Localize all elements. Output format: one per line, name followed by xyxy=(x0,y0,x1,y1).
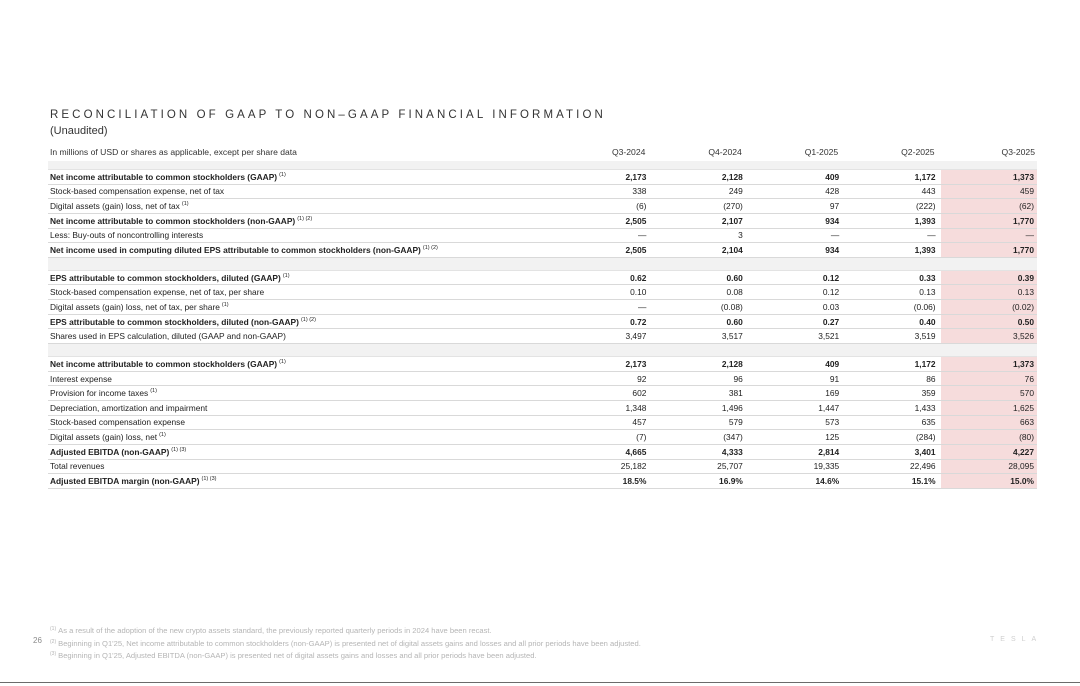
row-label xyxy=(48,386,555,401)
cell-q4-2024: 2,107 xyxy=(651,213,747,228)
cell-q3-2024: 18.5% xyxy=(555,474,651,489)
cell-q1-2025: 14.6% xyxy=(748,474,844,489)
row-label xyxy=(48,415,555,430)
spacer-cell xyxy=(651,161,747,170)
cell-q2-2025: 359 xyxy=(844,386,940,401)
row-label xyxy=(48,270,555,285)
section-spacer xyxy=(48,257,1037,270)
row-label-text: Net income attributable to common stockholders (GAAP) xyxy=(50,171,278,182)
footnote xyxy=(50,649,641,662)
table-row xyxy=(48,184,1037,199)
cell-q1-2025: 1,447 xyxy=(748,400,844,415)
cell-q4-2024: 2,128 xyxy=(651,170,747,185)
row-label-text: Interest expense xyxy=(50,373,112,384)
cell-q3-2025: 15.0% xyxy=(941,474,1037,489)
footnote xyxy=(50,637,641,650)
cell-q2-2025: 1,393 xyxy=(844,213,940,228)
cell-q2-2025: 22,496 xyxy=(844,459,940,474)
cell-q3-2025: — xyxy=(941,228,1037,243)
cell-q4-2024: 579 xyxy=(651,415,747,430)
cell-q4-2024: 25,707 xyxy=(651,459,747,474)
footnote-text: Beginning in Q1'25, Net income attributable to common stockholders (non-GAAP) is presented net of digital assets gains and losses and all prior periods have been adjusted. xyxy=(58,638,641,648)
cell-q3-2025: 1,770 xyxy=(941,213,1037,228)
table-row xyxy=(48,444,1037,459)
cell-q2-2025: 86 xyxy=(844,371,940,386)
cell-q4-2024: 249 xyxy=(651,184,747,199)
cell-q3-2024: 2,173 xyxy=(555,357,651,372)
cell-q2-2025: 1,172 xyxy=(844,170,940,185)
column-header-q2-2025: Q2-2025 xyxy=(901,146,935,157)
table-row xyxy=(48,400,1037,415)
row-label-text: Net income used in computing diluted EPS attributable to common stockholders (non-GAAP) xyxy=(50,245,421,256)
cell-q4-2024: 0.08 xyxy=(651,285,747,300)
cell-q2-2025: 0.13 xyxy=(844,285,940,300)
row-label-text: Adjusted EBITDA margin (non-GAAP) xyxy=(50,475,200,486)
cell-q4-2024: 4,333 xyxy=(651,444,747,459)
cell-q4-2024: 3,517 xyxy=(651,329,747,344)
cell-q3-2024: 0.62 xyxy=(555,270,651,285)
row-label xyxy=(48,459,555,474)
row-label-text: Shares used in EPS calculation, diluted (GAAP and non-GAAP) xyxy=(50,331,286,342)
table-row xyxy=(48,357,1037,372)
cell-q4-2024: 2,128 xyxy=(651,357,747,372)
footnote-reference: (1) (3) xyxy=(171,446,187,453)
footnote-reference: (1) xyxy=(279,171,286,178)
cell-q2-2025: 1,433 xyxy=(844,400,940,415)
footnote-reference: (1) (3) xyxy=(201,475,217,482)
spacer-cell xyxy=(941,344,1037,357)
section-spacer xyxy=(48,344,1037,357)
row-label xyxy=(48,199,555,214)
brand-wordmark: TESLA xyxy=(990,636,1043,643)
table-row xyxy=(48,415,1037,430)
column-header-q1-2025: Q1-2025 xyxy=(804,146,839,157)
footnote-reference: (1) (2) xyxy=(422,245,438,252)
row-label-text: Net income attributable to common stockholders (non-GAAP) xyxy=(50,215,296,226)
cell-q1-2025: 19,335 xyxy=(748,459,844,474)
cell-q4-2024: 0.60 xyxy=(651,270,747,285)
footnote-mark: (1) xyxy=(50,626,57,632)
table-row xyxy=(48,371,1037,386)
spacer-cell xyxy=(748,161,844,170)
cell-q3-2024: — xyxy=(555,300,651,315)
row-label-text: Stock-based compensation expense xyxy=(50,417,186,428)
footnote-mark: (2) xyxy=(50,638,57,645)
cell-q3-2024: 0.72 xyxy=(555,314,651,329)
cell-q1-2025: 409 xyxy=(748,357,844,372)
cell-q2-2025: — xyxy=(844,228,940,243)
page-number: 26 xyxy=(33,636,42,645)
spacer-cell xyxy=(48,257,555,270)
row-label xyxy=(48,430,555,445)
cell-q2-2025: (284) xyxy=(844,430,940,445)
row-label xyxy=(48,285,555,300)
row-label xyxy=(48,400,555,415)
footnote-reference: (1) xyxy=(279,358,286,365)
spacer-cell xyxy=(748,344,844,357)
row-label-text: Digital assets (gain) loss, net of tax, per share xyxy=(50,301,220,312)
cell-q3-2025: (0.02) xyxy=(941,300,1037,315)
cell-q3-2024: 25,182 xyxy=(555,459,651,474)
cell-q3-2025: 1,373 xyxy=(941,357,1037,372)
table-row xyxy=(48,170,1037,185)
cell-q1-2025: 0.03 xyxy=(748,300,844,315)
table-row xyxy=(48,430,1037,445)
footnote-text: As a result of the adoption of the new crypto assets standard, the previously reported quarterly periods in 2024 have been recast. xyxy=(58,626,492,635)
spacer-cell xyxy=(844,257,940,270)
footnote-reference: (1) (2) xyxy=(297,215,313,222)
row-label xyxy=(48,228,555,243)
spacer-cell xyxy=(651,344,747,357)
spacer-cell xyxy=(48,344,555,357)
cell-q3-2025: 1,625 xyxy=(941,400,1037,415)
table-row xyxy=(48,386,1037,401)
row-label xyxy=(48,474,555,489)
cell-q2-2025: 1,393 xyxy=(844,243,940,258)
table-row xyxy=(48,270,1037,285)
page-subtitle: (Unaudited) xyxy=(50,125,108,137)
footnote-text: Beginning in Q1'25, Adjusted EBITDA (non-GAAP) is presented net of digital assets gains and losses and all prior periods have been adjusted. xyxy=(58,651,537,660)
row-label xyxy=(48,314,555,329)
row-label xyxy=(48,213,555,228)
cell-q3-2024: 1,348 xyxy=(555,400,651,415)
table-body xyxy=(48,161,1037,488)
cell-q1-2025: 0.12 xyxy=(748,285,844,300)
cell-q1-2025: 2,814 xyxy=(748,444,844,459)
table-row xyxy=(48,213,1037,228)
cell-q2-2025: 1,172 xyxy=(844,357,940,372)
spacer-cell xyxy=(651,257,747,270)
cell-q3-2024: (6) xyxy=(555,199,651,214)
table-row xyxy=(48,329,1037,344)
cell-q3-2024: 0.10 xyxy=(555,285,651,300)
spacer-cell xyxy=(941,161,1037,170)
footnote-mark: (3) xyxy=(50,651,57,657)
cell-q3-2025: 1,373 xyxy=(941,170,1037,185)
table-row xyxy=(48,199,1037,214)
row-label-text: Adjusted EBITDA (non-GAAP) xyxy=(50,446,170,457)
cell-q1-2025: 428 xyxy=(748,184,844,199)
row-label xyxy=(48,243,555,258)
cell-q4-2024: 1,496 xyxy=(651,400,747,415)
cell-q1-2025: 91 xyxy=(748,371,844,386)
footnotes xyxy=(50,624,641,662)
cell-q3-2025: 28,095 xyxy=(941,459,1037,474)
spacer-cell xyxy=(941,257,1037,270)
cell-q3-2025: 4,227 xyxy=(941,444,1037,459)
row-label-text: Less: Buy-outs of noncontrolling interests xyxy=(50,230,204,241)
cell-q4-2024: (347) xyxy=(651,430,747,445)
cell-q2-2025: 15.1% xyxy=(844,474,940,489)
cell-q1-2025: 169 xyxy=(748,386,844,401)
table-row xyxy=(48,300,1037,315)
spacer-cell xyxy=(48,161,555,170)
footnote-reference: (1) (2) xyxy=(300,316,316,323)
cell-q1-2025: 97 xyxy=(748,199,844,214)
cell-q2-2025: (0.06) xyxy=(844,300,940,315)
page-title: RECONCILIATION OF GAAP TO NON–GAAP FINANCIAL INFORMATION xyxy=(50,109,606,121)
cell-q1-2025: 3,521 xyxy=(748,329,844,344)
footnote-reference: (1) xyxy=(181,201,189,208)
cell-q3-2024: 2,505 xyxy=(555,213,651,228)
cell-q3-2025: 3,526 xyxy=(941,329,1037,344)
cell-q3-2025: 1,770 xyxy=(941,243,1037,258)
cell-q1-2025: — xyxy=(748,228,844,243)
cell-q3-2024: (7) xyxy=(555,430,651,445)
cell-q3-2024: 602 xyxy=(555,386,651,401)
row-label-text: Net income attributable to common stockholders (GAAP) xyxy=(50,358,278,369)
cell-q3-2024: — xyxy=(555,228,651,243)
cell-q3-2024: 338 xyxy=(555,184,651,199)
cell-q2-2025: 0.33 xyxy=(844,270,940,285)
footnote-reference: (1) xyxy=(150,388,157,395)
footnote-reference: (1) xyxy=(159,432,166,439)
spacer-cell xyxy=(555,257,651,270)
cell-q3-2025: 0.39 xyxy=(941,270,1037,285)
cell-q1-2025: 573 xyxy=(748,415,844,430)
cell-q3-2024: 457 xyxy=(555,415,651,430)
row-label-text: Provision for income taxes xyxy=(50,388,149,399)
table-row xyxy=(48,285,1037,300)
cell-q2-2025: 3,519 xyxy=(844,329,940,344)
cell-q3-2025: 0.50 xyxy=(941,314,1037,329)
table-row xyxy=(48,474,1037,489)
row-label xyxy=(48,300,555,315)
spacer-cell xyxy=(844,344,940,357)
row-label-text: Stock-based compensation expense, net of tax xyxy=(50,186,225,197)
row-label xyxy=(48,357,555,372)
cell-q4-2024: 3 xyxy=(651,228,747,243)
cell-q3-2025: (62) xyxy=(941,199,1037,214)
row-label xyxy=(48,371,555,386)
column-header-q4-2024: Q4-2024 xyxy=(708,146,742,157)
units-label: In millions of USD or shares as applicable, except per share data xyxy=(50,146,297,157)
cell-q4-2024: 381 xyxy=(651,386,747,401)
row-label xyxy=(48,444,555,459)
cell-q1-2025: 409 xyxy=(748,170,844,185)
row-label-text: EPS attributable to common stockholders, diluted (GAAP) xyxy=(50,272,281,283)
cell-q3-2025: 663 xyxy=(941,415,1037,430)
cell-q3-2024: 2,173 xyxy=(555,170,651,185)
cell-q2-2025: 443 xyxy=(844,184,940,199)
spacer-cell xyxy=(555,344,651,357)
table-header-row xyxy=(48,142,1037,161)
cell-q3-2025: 459 xyxy=(941,184,1037,199)
row-label-text: EPS attributable to common stockholders, diluted (non-GAAP) xyxy=(50,316,299,327)
table-row xyxy=(48,228,1037,243)
row-label-text: Stock-based compensation expense, net of tax, per share xyxy=(50,287,265,298)
cell-q2-2025: 3,401 xyxy=(844,444,940,459)
bottom-divider xyxy=(0,682,1080,683)
section-spacer xyxy=(48,161,1037,170)
cell-q3-2025: (80) xyxy=(941,430,1037,445)
footnote-reference: (1) xyxy=(282,272,290,279)
column-header-q3-2025: Q3-2025 xyxy=(1001,146,1035,157)
cell-q3-2025: 0.13 xyxy=(941,285,1037,300)
cell-q3-2025: 570 xyxy=(941,386,1037,401)
table-row xyxy=(48,459,1037,474)
cell-q4-2024: 96 xyxy=(651,371,747,386)
cell-q1-2025: 934 xyxy=(748,213,844,228)
row-label-text: Digital assets (gain) loss, net of tax xyxy=(50,201,180,212)
row-label xyxy=(48,170,555,185)
cell-q3-2025: 76 xyxy=(941,371,1037,386)
cell-q2-2025: (222) xyxy=(844,199,940,214)
cell-q1-2025: 0.12 xyxy=(748,270,844,285)
row-label xyxy=(48,329,555,344)
row-label-text: Digital assets (gain) loss, net xyxy=(50,432,158,443)
cell-q4-2024: 16.9% xyxy=(651,474,747,489)
spacer-cell xyxy=(748,257,844,270)
spacer-cell xyxy=(555,161,651,170)
cell-q2-2025: 0.40 xyxy=(844,314,940,329)
cell-q2-2025: 635 xyxy=(844,415,940,430)
cell-q4-2024: 2,104 xyxy=(651,243,747,258)
cell-q1-2025: 934 xyxy=(748,243,844,258)
table-row xyxy=(48,314,1037,329)
row-label-text: Depreciation, amortization and impairment xyxy=(50,402,208,413)
cell-q4-2024: (270) xyxy=(651,199,747,214)
cell-q4-2024: (0.08) xyxy=(651,300,747,315)
cell-q4-2024: 0.60 xyxy=(651,314,747,329)
cell-q1-2025: 125 xyxy=(748,430,844,445)
footnote-reference: (1) xyxy=(221,301,229,308)
cell-q3-2024: 4,665 xyxy=(555,444,651,459)
cell-q3-2024: 2,505 xyxy=(555,243,651,258)
footnote xyxy=(50,624,641,637)
row-label-text: Total revenues xyxy=(50,461,105,472)
spacer-cell xyxy=(844,161,940,170)
column-header-q3-2024: Q3-2024 xyxy=(611,146,646,157)
cell-q3-2024: 92 xyxy=(555,371,651,386)
cell-q1-2025: 0.27 xyxy=(748,314,844,329)
reconciliation-table xyxy=(48,142,1037,489)
row-label xyxy=(48,184,555,199)
table-row xyxy=(48,243,1037,258)
cell-q3-2024: 3,497 xyxy=(555,329,651,344)
